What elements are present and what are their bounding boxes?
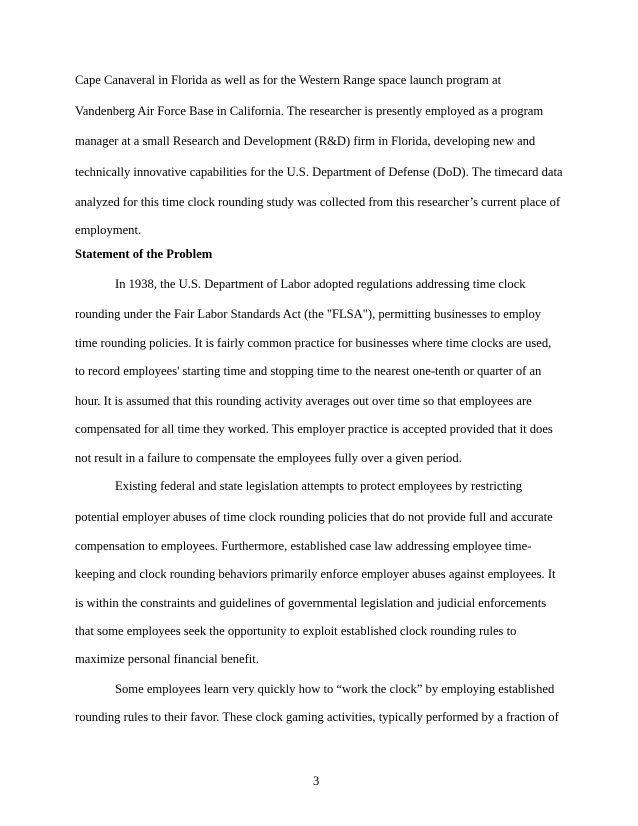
paragraph-1-line-2: Vandenberg Air Force Base in California. The researcher is presently employed as a program xyxy=(75,104,544,118)
paragraph-2-line-2: rounding under the Fair Labor Standards Act (the "FLSA"), permitting businesses to employ xyxy=(75,307,542,321)
page-number: 3 xyxy=(313,774,320,788)
paragraph-2-line-5: hour. It is assumed that this rounding activity averages out over time so that employees are xyxy=(75,394,532,408)
paragraph-3-line-5: is within the constraints and guidelines of governmental legislation and judicial enforcements xyxy=(75,596,547,610)
paragraph-3-line-7: maximize personal financial benefit. xyxy=(75,652,259,666)
paragraph-4-line-1: Some employees learn very quickly how to “work the clock” by employing established xyxy=(115,682,555,696)
paragraph-3-line-4: keeping and clock rounding behaviors primarily enforce employer abuses against employees. It xyxy=(75,567,556,581)
section-heading: Statement of the Problem xyxy=(75,247,213,261)
paragraph-2-line-4: to record employees' starting time and stopping time to the nearest one-tenth or quarter of an xyxy=(75,364,542,378)
paragraph-2-line-3: time rounding policies. It is fairly common practice for businesses where time clocks are used, xyxy=(75,336,552,350)
paragraph-3-line-2: potential employer abuses of time clock rounding policies that do not provide full and accurate xyxy=(75,510,553,524)
paragraph-4-line-2: rounding rules to their favor. These clock gaming activities, typically performed by a fraction of xyxy=(75,710,559,724)
paragraph-3-line-3: compensation to employees. Furthermore, established case law addressing employee time- xyxy=(75,539,532,553)
paragraph-3-line-1: Existing federal and state legislation attempts to protect employees by restricting xyxy=(115,479,523,493)
paragraph-2-line-6: compensated for all time they worked. This employer practice is accepted provided that it does xyxy=(75,422,553,436)
paragraph-2-line-1: In 1938, the U.S. Department of Labor adopted regulations addressing time clock xyxy=(115,277,526,291)
paragraph-2-line-7: not result in a failure to compensate the employees fully over a given period. xyxy=(75,451,462,465)
paragraph-1-line-5: analyzed for this time clock rounding study was collected from this researcher’s current place of xyxy=(75,195,561,209)
paragraph-1-line-6: employment. xyxy=(75,223,142,237)
paragraph-1-line-3: manager at a small Research and Development (R&D) firm in Florida, developing new and xyxy=(75,134,536,148)
paragraph-1-line-4: technically innovative capabilities for the U.S. Department of Defense (DoD). The timecard data xyxy=(75,165,563,179)
paragraph-3-line-6: that some employees seek the opportunity to exploit established clock rounding rules to xyxy=(75,624,517,638)
paragraph-1-line-1: Cape Canaveral in Florida as well as for the Western Range space launch program at xyxy=(75,73,502,87)
